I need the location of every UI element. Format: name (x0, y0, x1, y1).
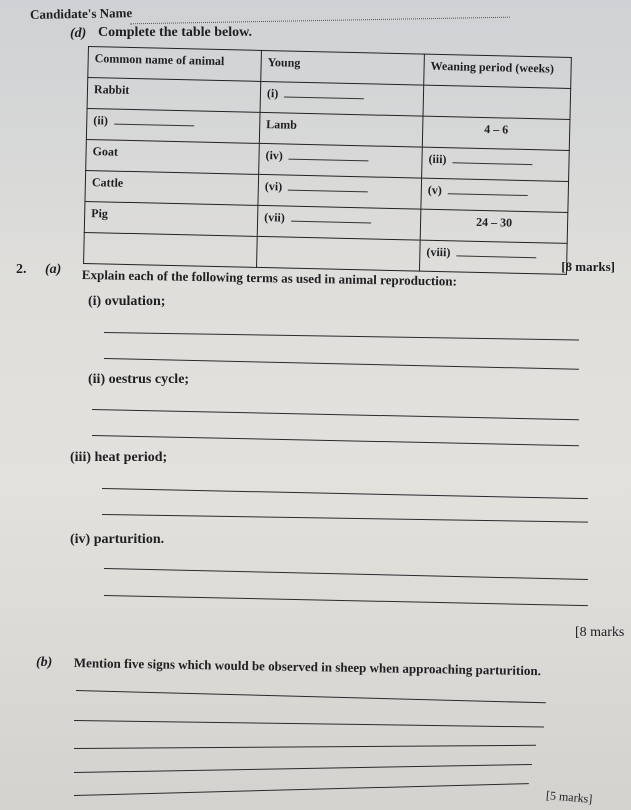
answer-line[interactable] (104, 332, 579, 340)
question-2a-label: (a) (45, 262, 62, 277)
candidate-name-line (130, 17, 510, 25)
answer-blank[interactable] (289, 149, 369, 162)
candidate-name-label: Candidate's Name (29, 5, 133, 22)
answer-line[interactable] (92, 435, 579, 446)
cell-animal (86, 108, 260, 143)
term-heat-period: (iii) heat period; (70, 450, 168, 465)
question-2b-marks: [5 marks] (545, 788, 593, 806)
question-d-instruction: Complete the table below. (98, 25, 252, 40)
question-2a-stem: Explain each of the following terms as used in animal reproduction: (81, 267, 458, 289)
answer-line[interactable] (74, 783, 529, 796)
answer-blank[interactable] (288, 180, 368, 193)
cell-animal: Rabbit (87, 78, 261, 113)
answer-blank[interactable] (456, 245, 536, 258)
answer-line[interactable] (104, 595, 588, 606)
cell-young-label: (vii) (264, 210, 285, 225)
cell-young (257, 205, 421, 240)
answer-line[interactable] (74, 745, 536, 749)
header-weaning: Weaning period (weeks) (424, 54, 572, 88)
header-young: Young (261, 50, 425, 85)
cell-young (257, 236, 421, 271)
cell-weaning (419, 240, 567, 274)
answer-line[interactable] (104, 358, 579, 370)
question-2-number: 2. (16, 262, 27, 277)
answer-blank[interactable] (284, 86, 364, 99)
header-animal: Common name of animal (88, 47, 262, 82)
question-2a-marks: [8 marks (575, 625, 625, 640)
cell-young-label: (vi) (264, 179, 283, 194)
answer-blank[interactable] (114, 114, 194, 127)
answer-line[interactable] (92, 409, 579, 420)
question-d-label: (d) (70, 26, 87, 41)
cell-weaning (421, 178, 569, 212)
cell-animal: Pig (84, 201, 258, 236)
answer-line[interactable] (102, 514, 588, 523)
answer-line[interactable] (74, 720, 544, 728)
cell-animal-label: (ii) (93, 113, 109, 128)
answer-line[interactable] (102, 488, 588, 499)
answer-line[interactable] (104, 568, 588, 580)
question-2b-label: (b) (36, 655, 53, 670)
cell-young-label: (i) (266, 86, 279, 101)
cell-young (259, 143, 423, 178)
cell-animal (84, 232, 258, 267)
question-d-marks: [8 marks] (561, 259, 615, 274)
answer-blank[interactable] (448, 183, 528, 196)
answer-line[interactable] (74, 764, 532, 773)
cell-weaning (423, 85, 571, 119)
cell-weaning-label: (v) (427, 182, 442, 198)
cell-weaning (422, 147, 570, 181)
term-parturition: (iv) parturition. (70, 532, 165, 547)
cell-weaning-label: (iii) (428, 151, 447, 167)
answer-blank[interactable] (291, 211, 371, 224)
cell-weaning-label: (viii) (426, 244, 451, 260)
animal-table (83, 46, 572, 275)
cell-young-label: (iv) (265, 148, 284, 163)
term-oestrus-cycle: (ii) oestrus cycle; (88, 372, 190, 387)
cell-young (258, 174, 422, 209)
cell-weaning: 24 – 30 (420, 209, 568, 243)
answer-line[interactable] (76, 690, 546, 703)
cell-weaning: 4 – 6 (422, 116, 570, 150)
cell-animal: Goat (86, 139, 260, 174)
term-ovulation: (i) ovulation; (88, 294, 166, 309)
question-2b-text: Mention five signs which would be observed in sheep when approaching parturition. (73, 655, 542, 679)
cell-young: Lamb (259, 112, 423, 147)
answer-blank[interactable] (452, 152, 532, 165)
cell-young (260, 81, 424, 116)
cell-animal: Cattle (85, 170, 259, 205)
